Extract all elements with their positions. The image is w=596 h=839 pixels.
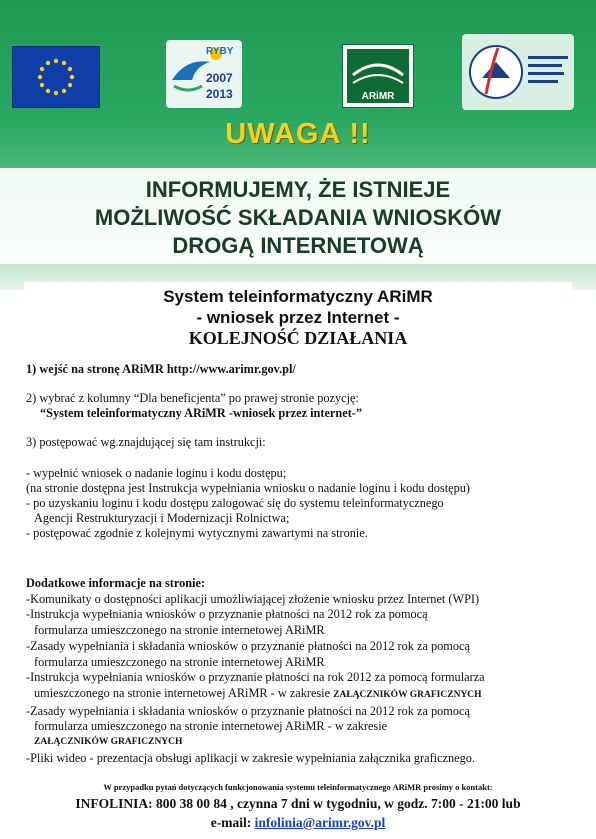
uwaga-heading: UWAGA !! [225, 118, 371, 150]
info-title-line: MOŻLIWOŚĆ SKŁADANIA WNIOSKÓW [94, 205, 502, 230]
extra-line: -Komunikaty o dostępności aplikacji umożliwiającej złożenie wniosku przez Internet (WPI) [26, 591, 480, 606]
email-line [0, 815, 596, 831]
arimr-logo [342, 44, 414, 108]
extra-line: -Zasady wypełniania i składania wniosków o przyznanie płatności na 2012 rok za pomocą [26, 703, 470, 718]
step-1 [26, 362, 586, 377]
bullet-1: - wypełnić wniosek o nadanie loginu i kodu dostępu; [26, 466, 287, 480]
extra-line: -Pliki wideo - prezentacja obsługi aplikacji w zakresie wypełniania załącznika graficznego. [26, 750, 475, 765]
extra-line: -Instrukcja wypełniania wniosków o przyznanie płatności na 2012 rok za pomocą [26, 607, 428, 622]
zalaczniki-graficzne: ZAŁĄCZNIKÓW GRAFICZNYCH [34, 737, 183, 748]
steps-list [26, 360, 586, 541]
step-1-text: 1) wejść na stronę ARiMR [26, 362, 167, 376]
extra-info [26, 576, 586, 766]
eu-flag-icon [12, 46, 100, 108]
extra-line [26, 686, 586, 704]
bullet-3a: - po uzyskaniu loginu i kodu dostępu zalogować się do systemu teleinformatycznego [26, 496, 444, 510]
ryby-year-2: 2013 [206, 87, 233, 101]
step-3: 3) postępować wg.znajdującej się tam instrukcji: [26, 435, 266, 449]
info-title-line: DROGĄ INTERNETOWĄ [172, 233, 424, 258]
prow-logo-icon [462, 34, 574, 110]
ryby-year-1: 2007 [206, 71, 233, 85]
system-title [0, 286, 596, 328]
extra-line-text: umieszczonego na stronie internetowej ARiMR - w zakresie [34, 685, 334, 700]
email-link[interactable]: infolinia@arimr.gov.pl [254, 815, 386, 830]
ryby-text: RYBY [206, 46, 234, 57]
ryby-logo [166, 40, 242, 108]
info-title-line: INFORMUJEMY, ŻE ISTNIEJE [145, 177, 451, 202]
contact-note: W przypadku pytań dotyczących funkcjonowania systemu teleinformatycznego ARiMR prosimy o kontakt: [103, 782, 493, 792]
arimr-logo-text: ARiMR [361, 91, 395, 102]
system-line-1: System teleinformatyczny ARiMR [163, 287, 433, 306]
extra-line: formularza umieszczonego na stronie internetowej ARiMR [34, 654, 325, 669]
info-title [0, 176, 596, 260]
infolinia-line: INFOLINIA: 800 38 00 84 , czynna 7 dni w tygodniu, w godz. 7:00 - 21:00 lub [75, 796, 521, 811]
arimr-url[interactable]: http://www.arimr.gov.pl/ [166, 362, 296, 376]
bullet-2: (na stronie dostępna jest Instrukcja wypełniania wniosku o nadanie loginu i kodu dostępu) [26, 481, 470, 495]
bullet-4: - postępować zgodnie z kolejnymi wytycznymi zawartymi na stronie. [26, 526, 368, 540]
extra-line: formularza umieszczonego na stronie internetowej ARiMR - w zakresie [34, 719, 388, 734]
logo-row [0, 32, 596, 110]
email-label: e-mail: [210, 815, 255, 830]
zalaczniki-graficzne: ZAŁĄCZNIKÓW GRAFICZNYCH [333, 689, 482, 700]
extra-line: formularza umieszczonego na stronie internetowej ARiMR [34, 623, 325, 638]
extra-heading: Dodatkowe informacje na stronie: [26, 576, 206, 590]
system-line-2: - wniosek przez Internet - [196, 308, 400, 327]
kolejnosc-heading: KOLEJNOŚĆ DZIAŁANIA [188, 328, 408, 348]
extra-line: -Instrukcja wypełniania wniosków o przyznanie płatności na rok 2012 za pomocą formularza [26, 670, 485, 685]
bullet-3b: Agencji Restrukturyzacji i Modernizacji Rolnictwa; [34, 511, 290, 525]
step-2-line-1: 2) wybrać z kolumny “Dla beneficjenta” po prawej stronie pozycję: [26, 391, 359, 405]
extra-line: -Zasady wypełniania i składania wniosków o przyznanie płatności na 2012 rok za pomocą [26, 638, 470, 653]
step-2-line-2: “System teleinformatyczny ARiMR -wniosek przez internet-” [40, 406, 363, 420]
